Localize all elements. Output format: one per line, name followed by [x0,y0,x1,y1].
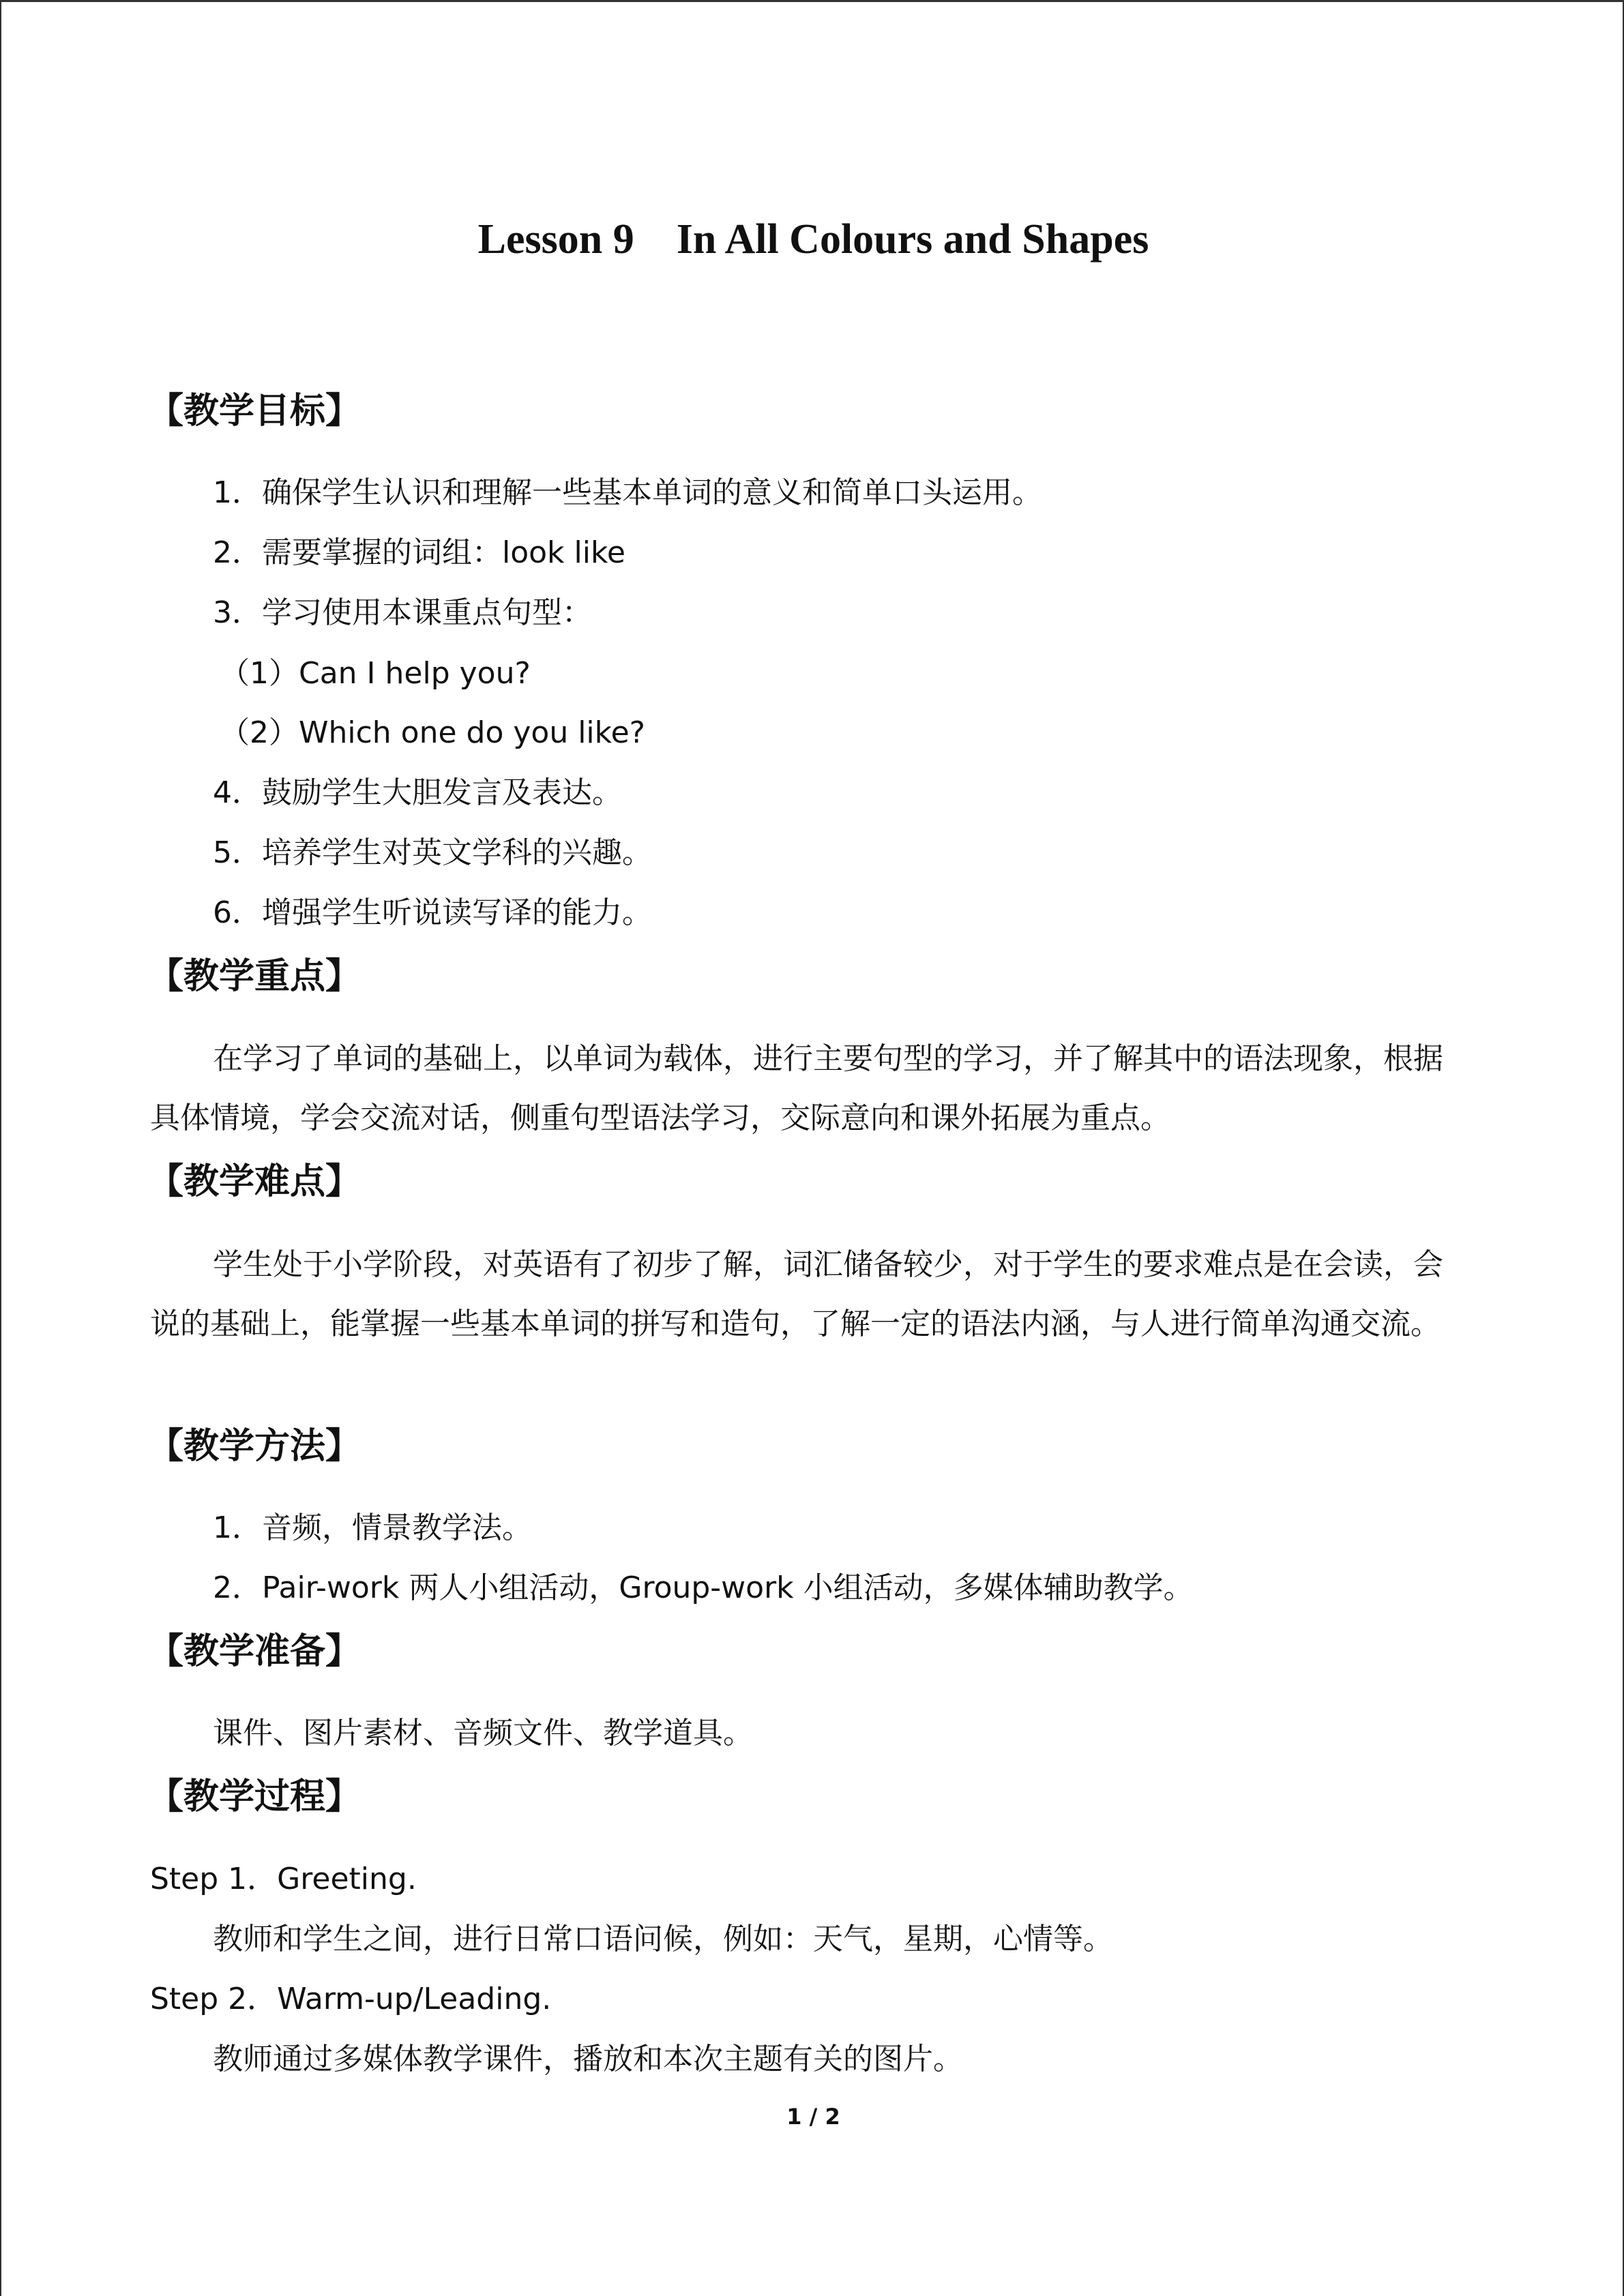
section-heading-preparation: 【教学准备】 [148,1631,361,1672]
section-heading-key-points: 【教学重点】 [148,956,361,997]
list-item: 4．鼓励学生大胆发言及表达。 [213,775,622,810]
list-item: 1．音频，情景教学法。 [213,1510,532,1545]
page-title: Lesson 9 In All Colours and Shapes [477,216,1149,263]
list-item: 2．Pair-work 两人小组活动，Group-work 小组活动，多媒体辅助教学。 [213,1570,1194,1605]
step-title: Step 1．Greeting. [150,1862,417,1896]
key-points-paragraph: 在学习了单词的基础上，以单词为载体，进行主要句型的学习，并了解其中的语法现象，根据具体情境，学会交流对话，侧重句型语法学习，交际意向和课外拓展为重点。 [150,1041,1443,1135]
list-item: （1）Can I help you? [220,656,531,691]
list-item: （2）Which one do you like? [220,715,645,750]
section-heading-methods: 【教学方法】 [148,1426,361,1467]
step-text: 教师和学生之间，进行日常口语问候，例如：天气，星期，心情等。 [213,1922,1113,1956]
list-item: 5．培养学生对英文学科的兴趣。 [213,835,652,870]
step-text: 教师通过多媒体教学课件，播放和本次主题有关的图片。 [213,2042,963,2076]
difficulties-paragraph: 学生处于小学阶段，对英语有了初步了解，词汇储备较少，对于学生的要求难点是在会读，会说的基础上，能掌握一些基本单词的拼写和造句，了解一定的语法内涵，与人进行简单沟通交流。 [150,1247,1443,1341]
step-title: Step 2．Warm-up/Leading. [150,1982,552,2016]
list-item: 6．增强学生听说读写译的能力。 [213,895,652,930]
list-item: 2．需要掌握的词组：look like [213,535,625,570]
list-item: 1．确保学生认识和理解一些基本单词的意义和简单口头运用。 [213,475,1042,510]
preparation-text: 课件、图片素材、音频文件、教学道具。 [213,1716,753,1750]
page-number: 1 / 2 [786,2104,840,2130]
section-heading-process: 【教学过程】 [148,1776,361,1817]
section-heading-difficulties: 【教学难点】 [148,1161,361,1202]
list-item: 3．学习使用本课重点句型： [213,595,592,630]
section-heading-objectives: 【教学目标】 [148,391,361,432]
